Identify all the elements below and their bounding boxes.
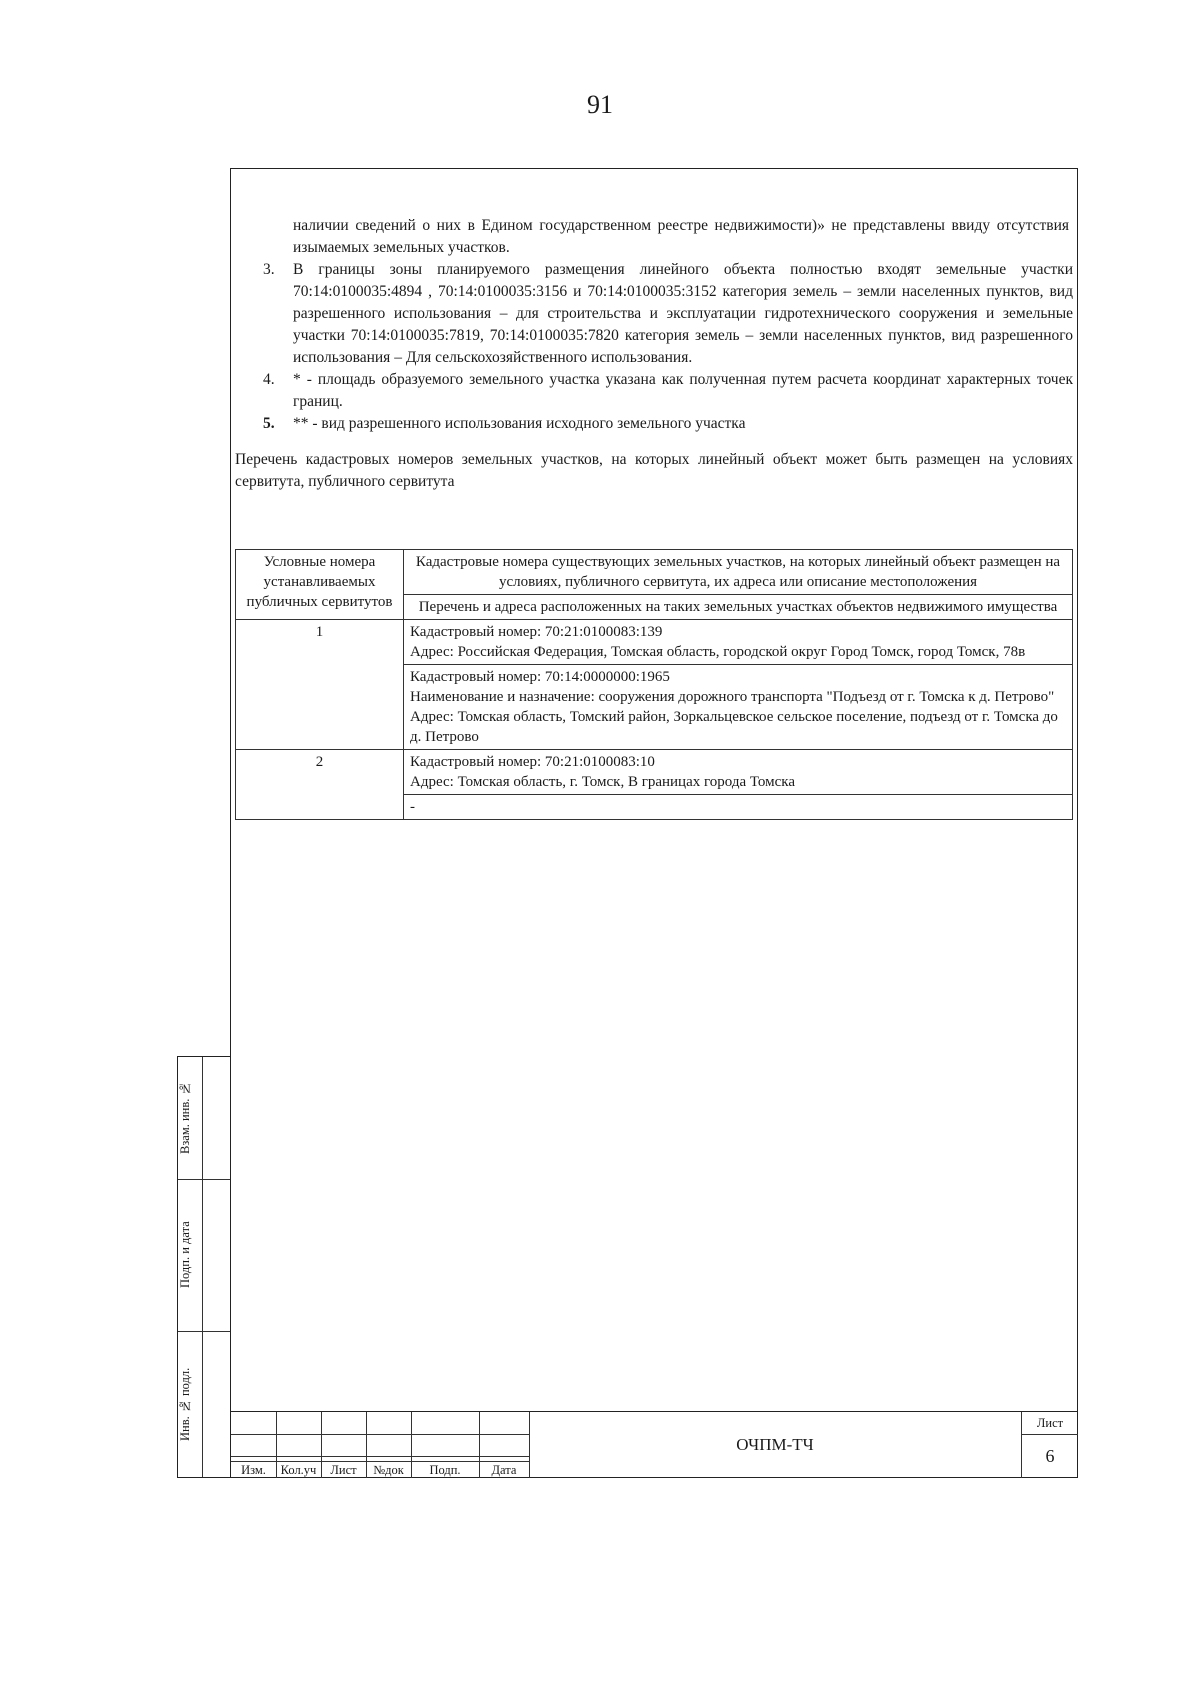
tb-label-doc-number: №док: [373, 1463, 404, 1477]
side-stamp-strip: [177, 1056, 230, 1478]
tb-label-sheet: Лист: [330, 1463, 357, 1477]
land-plot-cell: [404, 620, 1073, 665]
land-plot-cell: [404, 750, 1073, 795]
list-item-number: 4.: [263, 371, 275, 388]
servitude-number-cell: 1: [236, 620, 404, 750]
servitude-table: [235, 549, 1073, 820]
list-item-number: 5.: [263, 415, 275, 432]
list-item-number: 3.: [263, 261, 275, 278]
list-item-text: В границы зоны планируемого размещения линейного объекта полностью входят земельные участки 70:14:0100035:4894 , 70:14:0100035:3156 и 70:14:0100035:3152 категория земель – земли населенных пунктов, вид разрешенного использования – для строительства и эксплуатации гидротехнического сооружения и земельные участки 70:14:0100035:7819, 70:14:0100035:7820 категория земель – земли населенных пунктов, вид разрешенного использования – Для сельскохозяйственного использования.: [293, 261, 1073, 366]
document-code: ОЧПМ-ТЧ: [736, 1435, 814, 1454]
property-cadastral-number: Кадастровый номер: 70:14:0000000:1965: [410, 669, 670, 685]
list-item: [263, 413, 1073, 435]
sheet-number: 6: [1021, 1434, 1078, 1478]
side-label-replacement-inv: Взам. инв. №: [178, 1081, 192, 1155]
table-header-row: [236, 550, 1073, 595]
header-property-objects: Перечень и адреса расположенных на таких земельных участках объектов недвижимого имущества: [404, 595, 1073, 620]
table-intro-paragraph: Перечень кадастровых номеров земельных участков, на которых линейный объект может быть размещен на условиях сервитута, публичного сервитута: [235, 451, 1073, 490]
land-address: Адрес: Томская область, г. Томск, В границах города Томска: [410, 774, 795, 790]
title-block: [231, 1411, 1077, 1478]
document-frame: [230, 168, 1078, 1478]
property-empty: -: [410, 799, 415, 815]
table-row: [236, 620, 1073, 665]
page-number: 91: [587, 90, 613, 119]
land-address: Адрес: Российская Федерация, Томская область, городской округ Город Томск, город Томск, 78в: [410, 644, 1026, 660]
list-item: [263, 369, 1073, 413]
tb-label-change: Изм.: [241, 1463, 266, 1477]
tb-label-qty: Кол.уч: [280, 1463, 317, 1477]
tb-label-date: Дата: [491, 1463, 517, 1477]
table-row: [236, 750, 1073, 795]
sheet-label: Лист: [1021, 1412, 1078, 1435]
property-cell: [404, 665, 1073, 750]
header-land-plots: Кадастровые номера существующих земельных участков, на которых линейный объект размещен на условиях, публичного сервитута, их адреса или описание местоположения: [404, 550, 1073, 595]
side-label-original-inv: Инв. № подл.: [178, 1367, 192, 1441]
property-cell: [404, 795, 1073, 820]
land-cadastral-number: Кадастровый номер: 70:21:0100083:139: [410, 624, 663, 640]
continuation-paragraph: наличии сведений о них в Едином государственном реестре недвижимости)» не представлены ввиду отсутствия изымаемых земельных участков.: [293, 217, 1069, 256]
land-cadastral-number: Кадастровый номер: 70:21:0100083:10: [410, 754, 655, 770]
property-address: Адрес: Томская область, Томский район, Зоркальцевское сельское поселение, подъезд от г. Томска до д. Петрово: [410, 709, 1058, 745]
tb-label-signature: Подп.: [429, 1463, 461, 1477]
header-servitude-number: Условные номера устанавливаемых публичных сервитутов: [236, 550, 404, 620]
side-label-signature-date: Подп. и дата: [178, 1221, 192, 1289]
property-name: Наименование и назначение: сооружения дорожного транспорта "Подъезд от г. Томска к д. Петрово": [410, 689, 1055, 705]
list-item-text: * - площадь образуемого земельного участка указана как полученная путем расчета координат характерных точек границ.: [293, 371, 1073, 410]
list-item-text: ** - вид разрешенного использования исходного земельного участка: [293, 415, 746, 432]
servitude-number-cell: 2: [236, 750, 404, 820]
list-item: [263, 259, 1073, 369]
document-body: [231, 215, 1077, 493]
